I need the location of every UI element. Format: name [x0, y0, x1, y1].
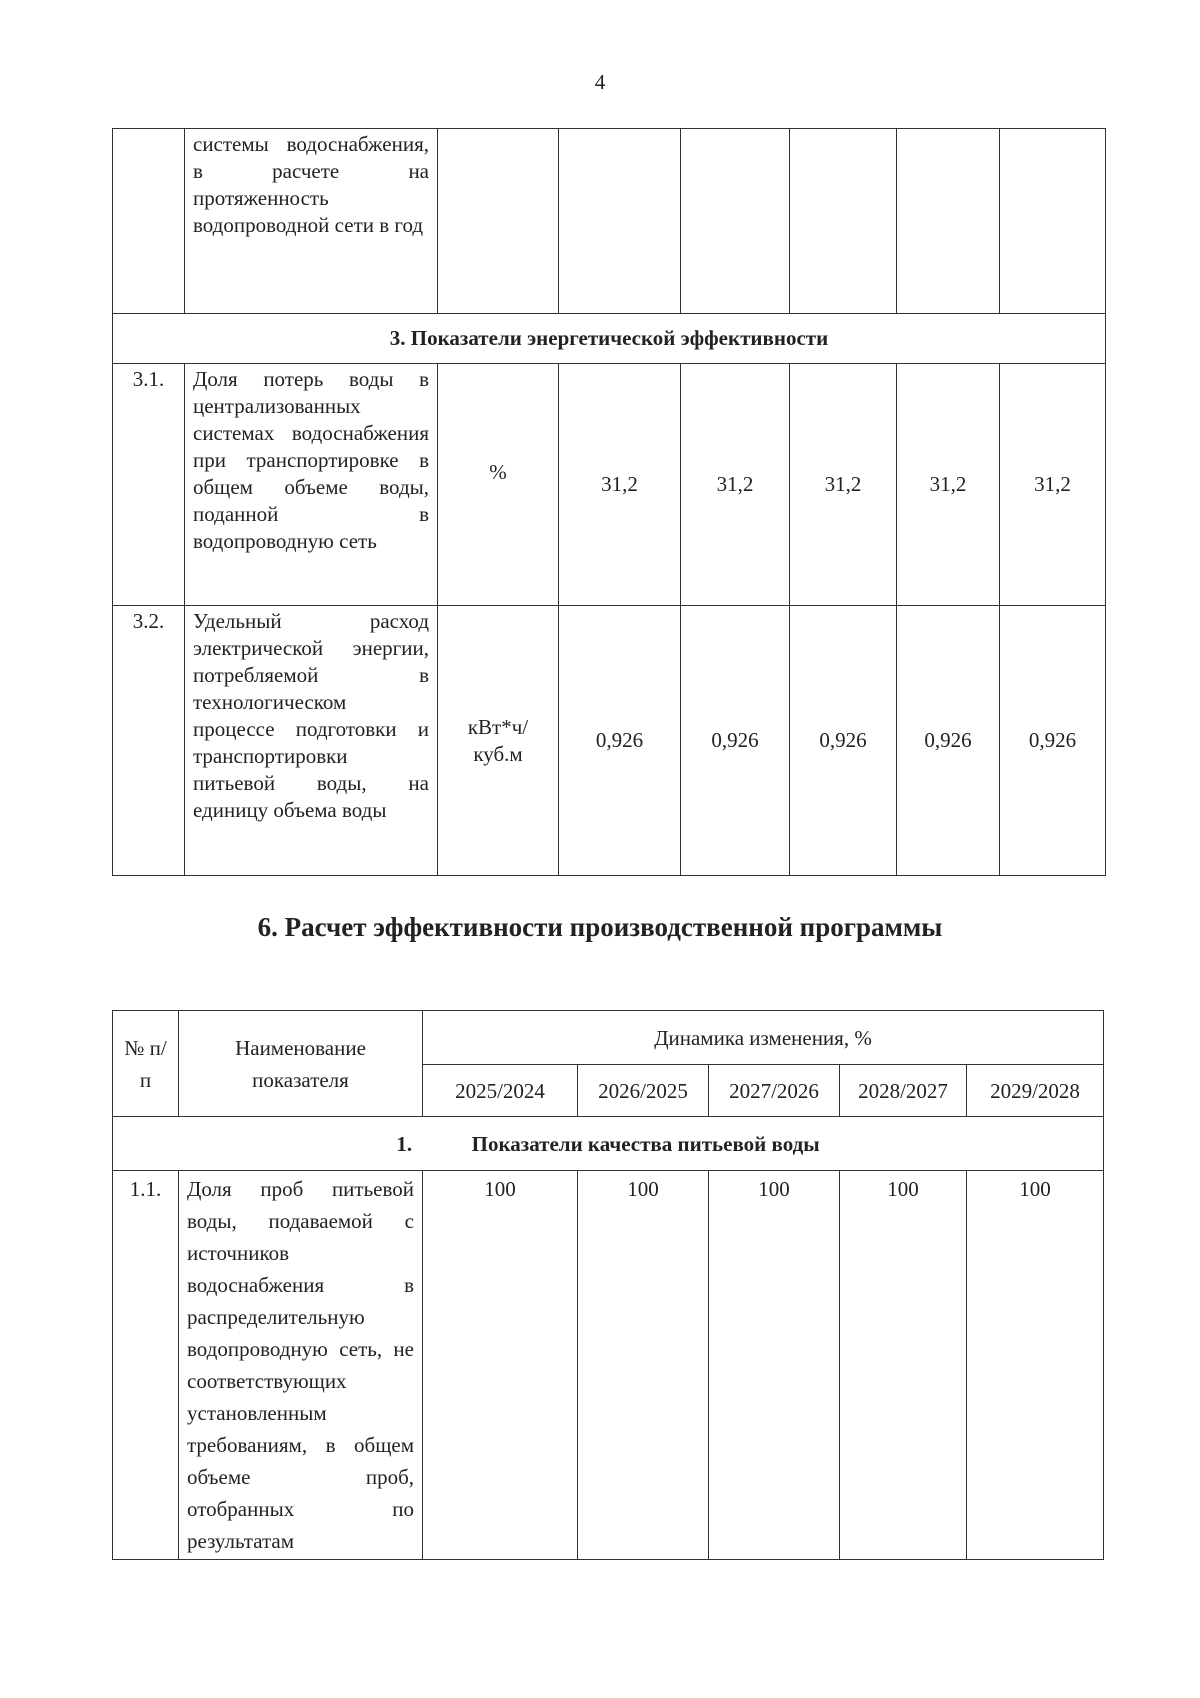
year-header: 2025/2024: [423, 1065, 578, 1117]
continued-value-cell: [681, 129, 790, 314]
indicator-name: Доля потерь воды в централизованных системах водоснабжения при транспортировке в общем объеме воды, поданной в водопроводную сеть: [185, 364, 438, 606]
table-row: [113, 606, 1106, 876]
unit-cell: кВт*ч/ куб.м: [438, 606, 559, 876]
value-cell: 0,926: [790, 606, 897, 876]
table-row: [113, 1171, 1104, 1560]
year-header: 2028/2027: [840, 1065, 967, 1117]
continued-value-cell: [897, 129, 1000, 314]
value-cell: 0,926: [897, 606, 1000, 876]
indicator-name: Доля проб питьевой воды, подаваемой с источников водоснабжения в распределительную водопроводную сеть, не соответствующих установленным требованиям, в общем объеме проб, отобранных по результатам: [179, 1171, 423, 1560]
value-cell: 100: [578, 1171, 709, 1560]
energy-efficiency-table: [112, 128, 1106, 876]
value-cell: 31,2: [790, 364, 897, 606]
year-header: 2026/2025: [578, 1065, 709, 1117]
value-cell: 0,926: [681, 606, 790, 876]
continued-value-cell: [1000, 129, 1106, 314]
section-title: 3. Показатели энергетической эффективности: [113, 314, 1106, 364]
value-cell: 31,2: [681, 364, 790, 606]
section-row: [113, 1117, 1104, 1171]
continued-row: [113, 129, 1106, 314]
continued-num-cell: [113, 129, 185, 314]
year-header: 2029/2028: [967, 1065, 1104, 1117]
value-cell: 100: [967, 1171, 1104, 1560]
row-number: 3.2.: [113, 606, 185, 876]
section-row: [113, 314, 1106, 364]
dynamics-header: Динамика изменения, %: [423, 1011, 1104, 1065]
page-number: 4: [594, 70, 606, 94]
row-number: 3.1.: [113, 364, 185, 606]
program-efficiency-table: [112, 1010, 1104, 1560]
section-number: 1.: [396, 1131, 413, 1156]
value-cell: 31,2: [897, 364, 1000, 606]
continued-name-cell: системы водоснабжения, в расчете на протяженность водопроводной сети в год: [185, 129, 438, 314]
continued-unit-cell: [438, 129, 559, 314]
table-row: [113, 364, 1106, 606]
value-cell: 31,2: [1000, 364, 1106, 606]
continued-value-cell: [559, 129, 681, 314]
section-title-text: Показатели качества питьевой воды: [471, 1131, 820, 1156]
value-cell: 31,2: [559, 364, 681, 606]
name-header: Наименование показателя: [179, 1011, 423, 1117]
indicator-name: Удельный расход электрической энергии, потребляемой в технологическом процессе подготовки и транспортировки питьевой воды, на единицу объема воды: [185, 606, 438, 876]
row-number: 1.1.: [113, 1171, 179, 1560]
year-header: 2027/2026: [709, 1065, 840, 1117]
unit-cell: %: [438, 364, 559, 606]
section-title: [113, 1117, 1104, 1171]
value-cell: 100: [840, 1171, 967, 1560]
value-cell: 100: [423, 1171, 578, 1560]
section-heading: 6. Расчет эффективности производственной программы: [257, 912, 943, 942]
value-cell: 100: [709, 1171, 840, 1560]
value-cell: 0,926: [1000, 606, 1106, 876]
num-header: № п/п: [113, 1011, 179, 1117]
continued-value-cell: [790, 129, 897, 314]
header-row: [113, 1011, 1104, 1065]
value-cell: 0,926: [559, 606, 681, 876]
